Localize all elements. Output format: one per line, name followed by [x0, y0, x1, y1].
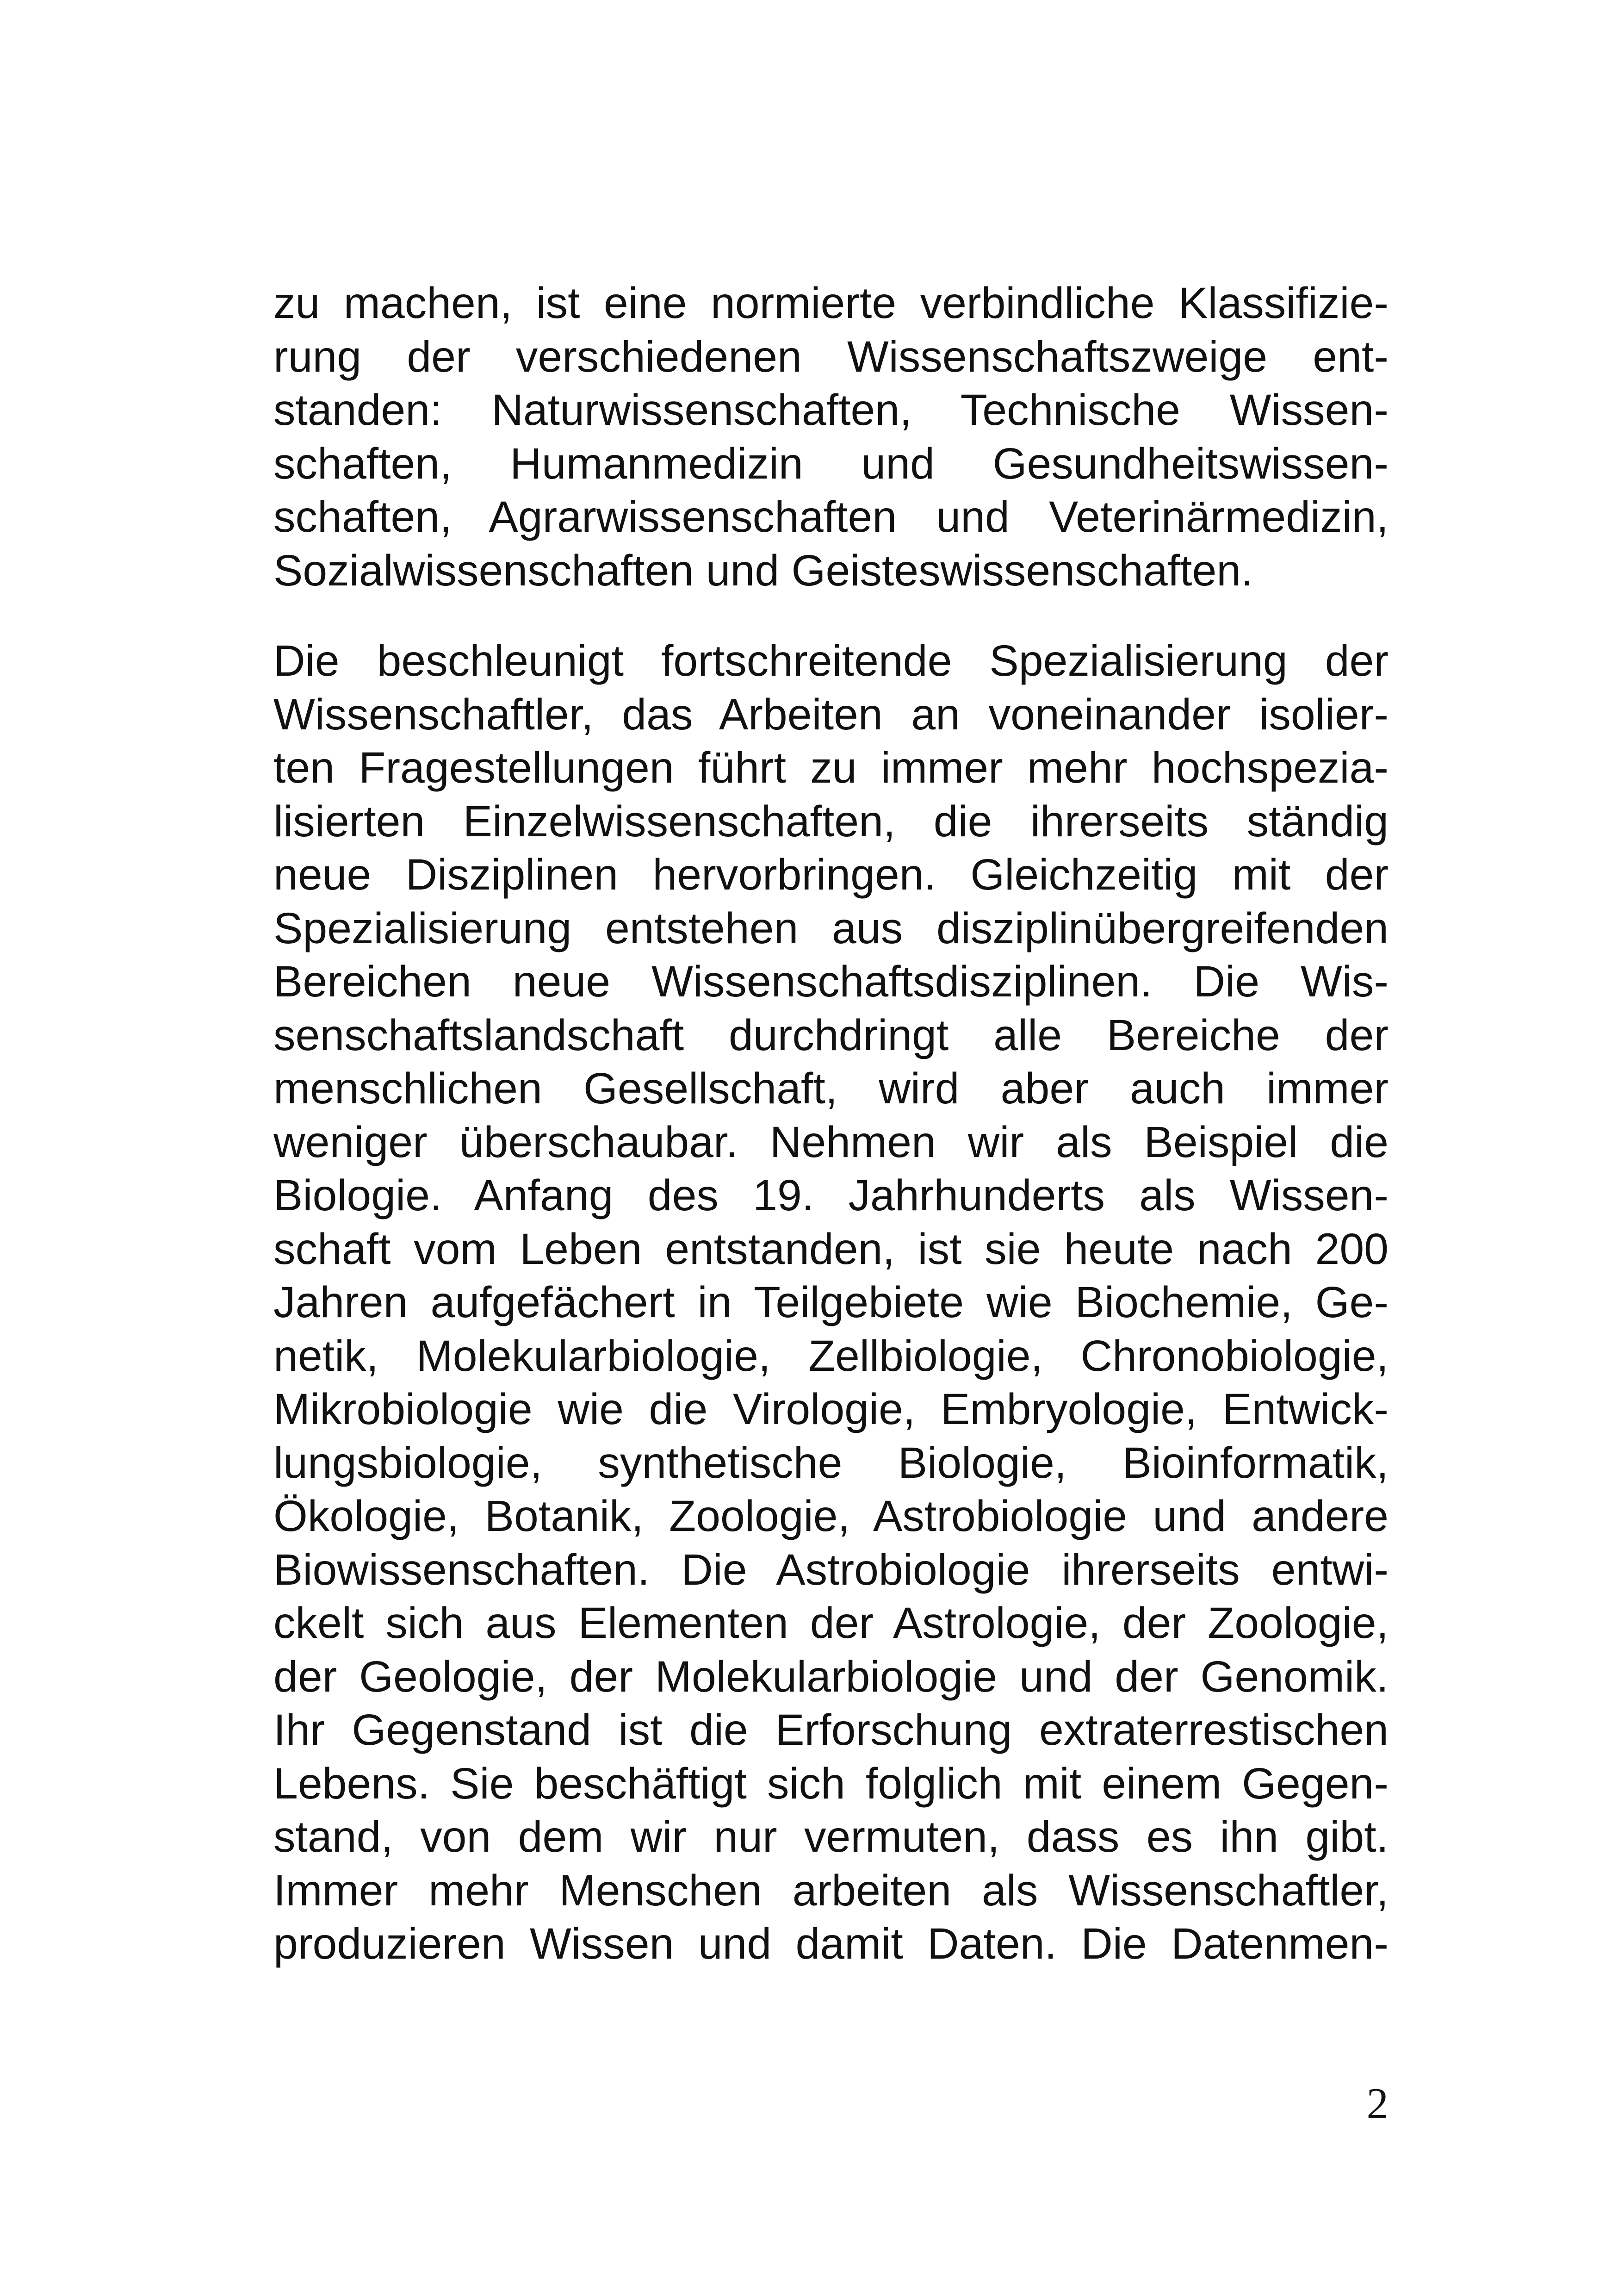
text-line: netik, Molekularbiologie, Zellbiologie, Chronobiologie,	[273, 1331, 1389, 1381]
text-line: senschaftslandschaft durchdringt alle Bereiche der	[273, 1010, 1389, 1060]
text-line: weniger überschaubar. Nehmen wir als Beispiel die	[273, 1117, 1389, 1167]
text-line: Ökologie, Botanik, Zoologie, Astrobiologie und andere	[273, 1492, 1389, 1541]
text-line: Bereichen neue Wissenschaftsdisziplinen. Die Wis-	[273, 957, 1389, 1006]
text-line: schaften, Agrarwissenschaften und Veterinärmedizin,	[273, 492, 1389, 541]
paragraph-1	[273, 277, 1389, 597]
text-line: neue Disziplinen hervorbringen. Gleichzeitig mit der	[273, 850, 1389, 899]
text-line: Jahren aufgefächert in Teilgebiete wie Biochemie, Ge-	[273, 1278, 1389, 1327]
text-line: schaften, Humanmedizin und Gesundheitswissen-	[273, 439, 1389, 488]
text-line: Biowissenschaften. Die Astrobiologie ihrerseits entwi-	[273, 1545, 1389, 1594]
text-line: Ihr Gegenstand ist die Erforschung extraterrestischen	[273, 1705, 1389, 1755]
text-line: ckelt sich aus Elementen der Astrologie, der Zoologie,	[273, 1599, 1389, 1648]
text-line: Immer mehr Menschen arbeiten als Wissenschaftler,	[273, 1866, 1389, 1915]
text-line: ten Fragestellungen führt zu immer mehr hochspezia-	[273, 743, 1389, 792]
text-line: Biologie. Anfang des 19. Jahrhunderts als Wissen-	[273, 1171, 1389, 1220]
text-line: Spezialisierung entstehen aus disziplinübergreifenden	[273, 903, 1389, 953]
text-line: lisierten Einzelwissenschaften, die ihrerseits ständig	[273, 796, 1389, 846]
text-line: Lebens. Sie beschäftigt sich folglich mit einem Gegen-	[273, 1759, 1389, 1808]
text-line: zu machen, ist eine normierte verbindliche Klassifizie-	[273, 279, 1389, 328]
paragraph-2	[273, 635, 1389, 1971]
text-line: stand, von dem wir nur vermuten, dass es ihn gibt.	[273, 1812, 1389, 1861]
text-line: Sozialwissenschaften und Geisteswissenschaften.	[273, 546, 1253, 595]
text-line: Mikrobiologie wie die Virologie, Embryologie, Entwick-	[273, 1385, 1389, 1434]
text-line: rung der verschiedenen Wissenschaftszweige ent-	[273, 332, 1389, 381]
text-line: produzieren Wissen und damit Daten. Die Datenmen-	[273, 1919, 1389, 1968]
text-line: menschlichen Gesellschaft, wird aber auch immer	[273, 1064, 1389, 1113]
text-line: der Geologie, der Molekularbiologie und der Genomik.	[273, 1652, 1389, 1701]
page-number: 2	[1366, 2079, 1389, 2128]
text-line: Die beschleunigt fortschreitende Spezialisierung der	[273, 636, 1389, 685]
text-line: lungsbiologie, synthetische Biologie, Bioinformatik,	[273, 1438, 1389, 1487]
text-line: Wissenschaftler, das Arbeiten an voneinander isolier-	[273, 690, 1389, 739]
text-line: standen: Naturwissenschaften, Technische Wissen-	[273, 386, 1389, 435]
text-line: schaft vom Leben entstanden, ist sie heute nach 200	[273, 1224, 1389, 1274]
